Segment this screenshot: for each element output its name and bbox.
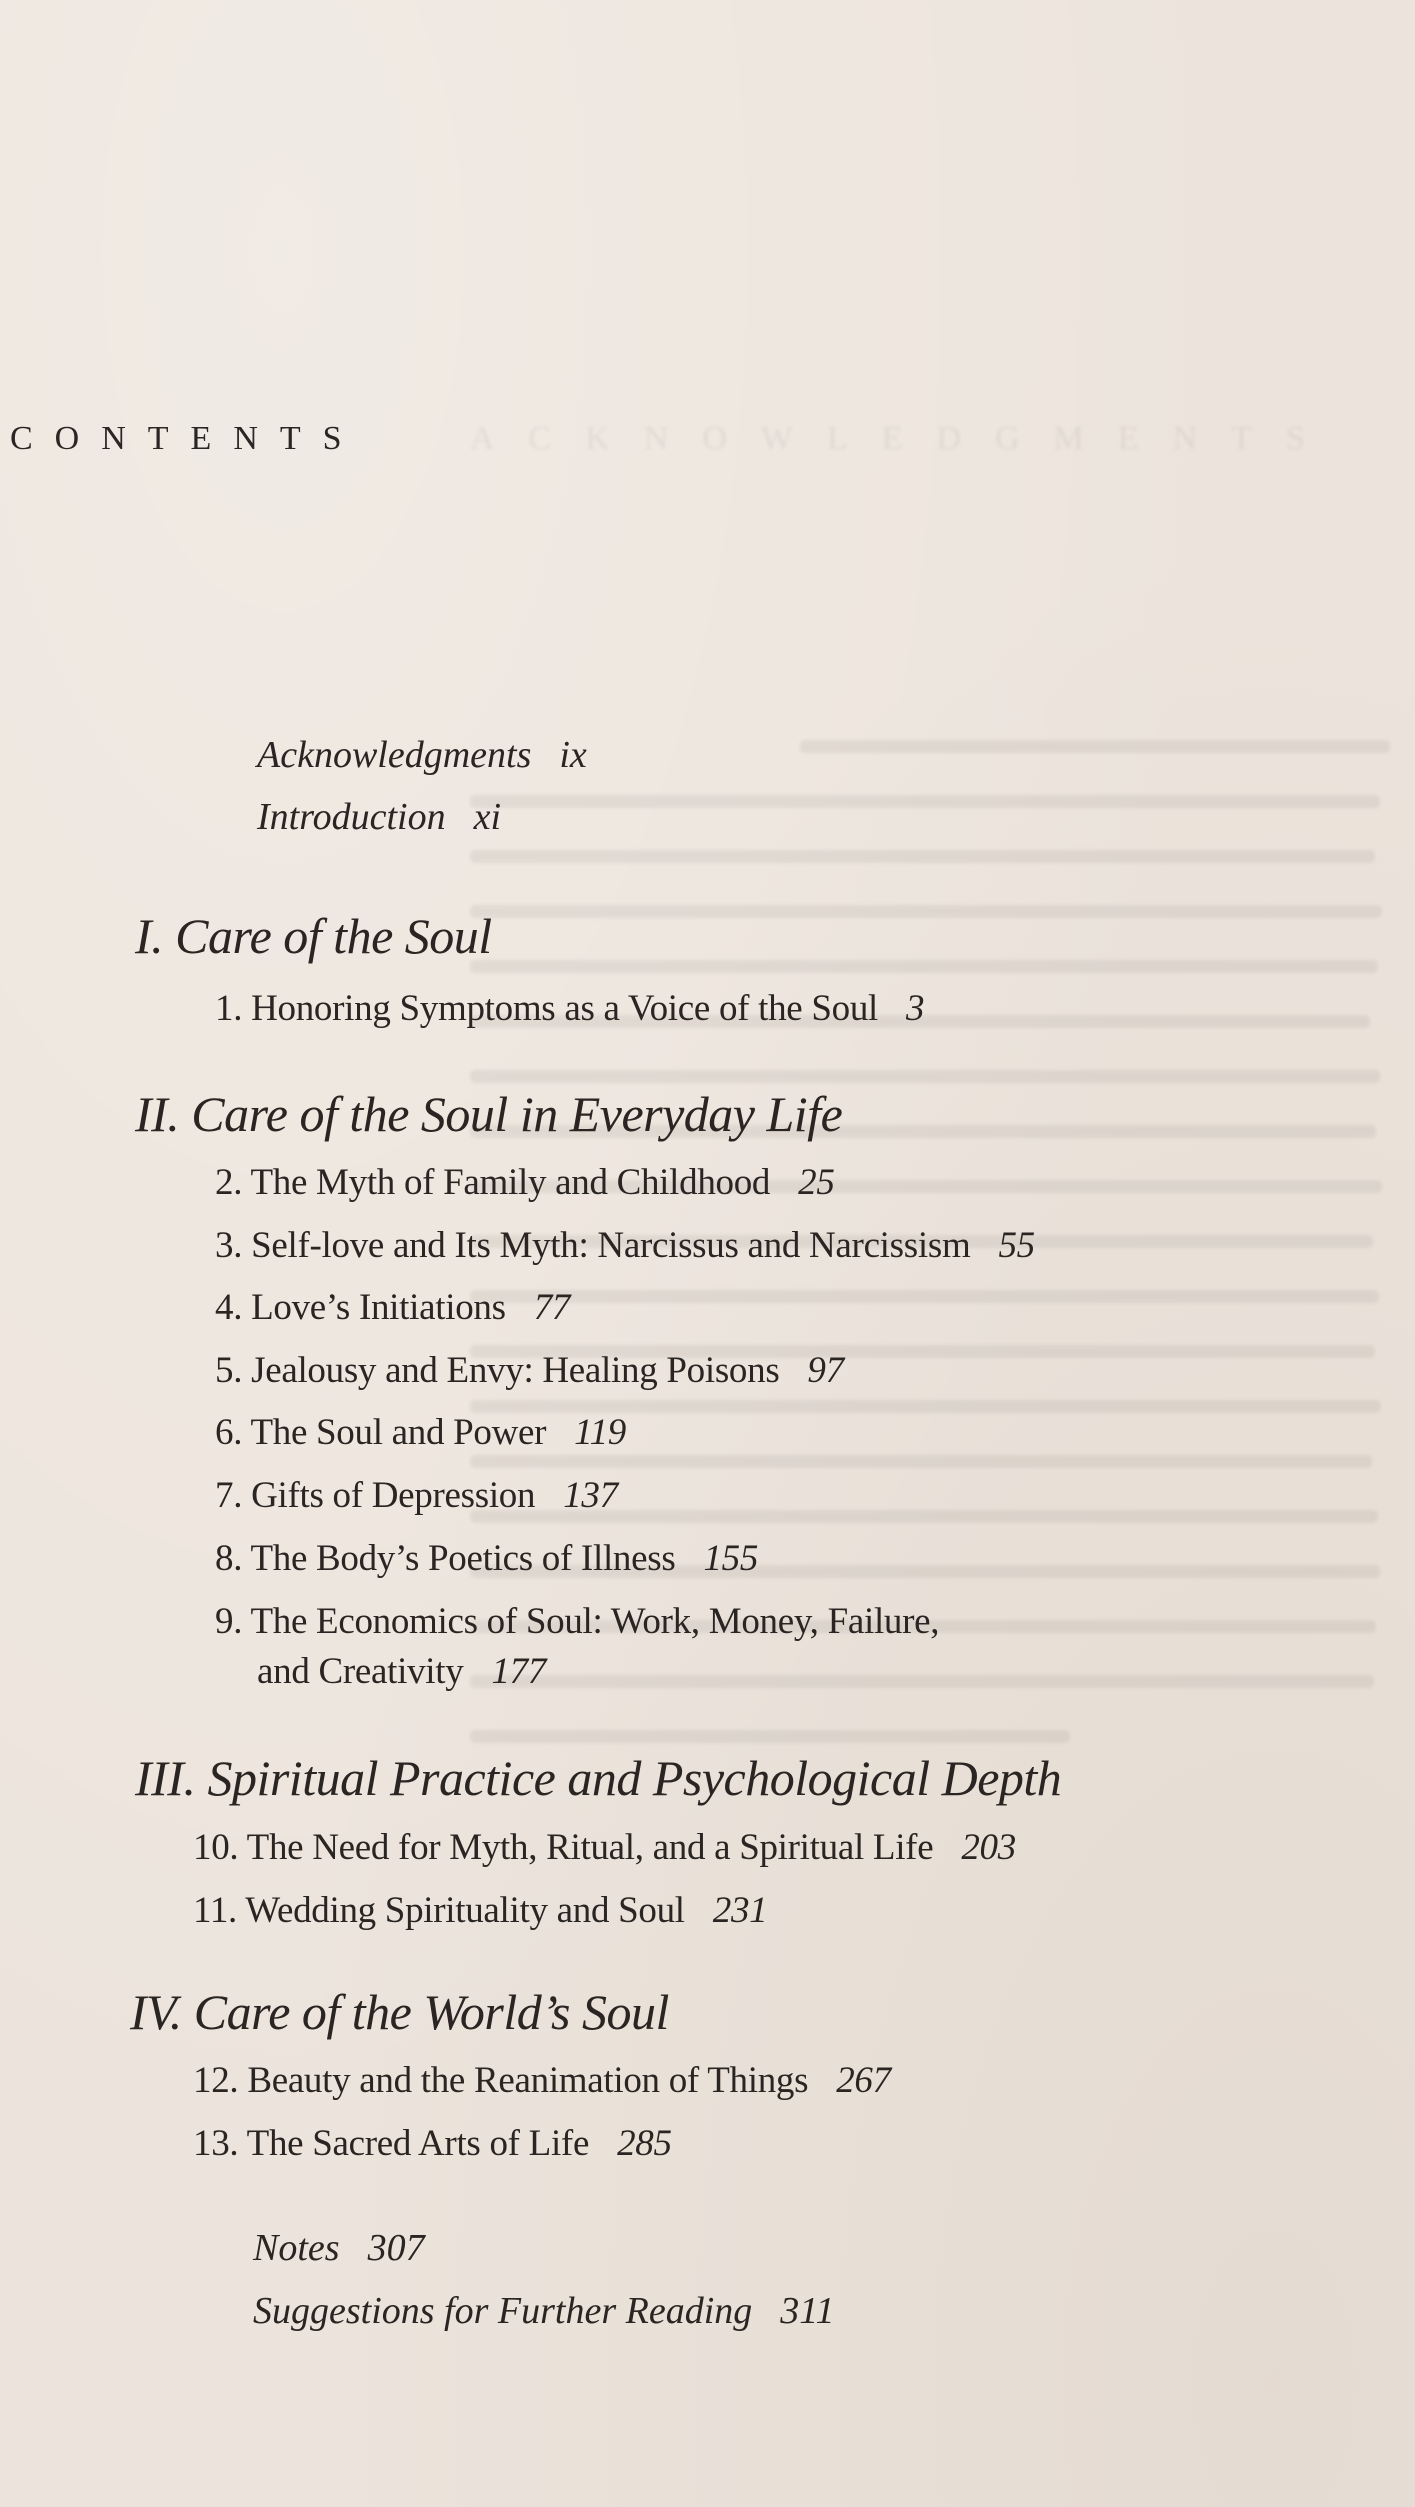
chapter-number: 5.: [215, 1350, 243, 1391]
back-matter-notes: [253, 2226, 425, 2270]
chapter-entry: [215, 1600, 939, 1643]
page-number: 307: [367, 2227, 425, 2269]
chapter-title: The Soul and Power: [250, 1412, 547, 1453]
page-number: 137: [563, 1475, 618, 1516]
chapter-number: 1.: [215, 988, 243, 1029]
page-number: 25: [798, 1162, 835, 1203]
chapter-entry: [215, 987, 924, 1030]
show-through-line: [470, 1730, 1070, 1743]
chapter-entry: [215, 1411, 626, 1454]
chapter-title-continued: [257, 1650, 546, 1693]
chapter-entry: [215, 1537, 758, 1580]
chapter-number: 3.: [215, 1225, 243, 1266]
chapter-title: Honoring Symptoms as a Voice of the Soul: [251, 988, 879, 1029]
page-number: 203: [961, 1827, 1016, 1868]
chapter-number: 9.: [215, 1601, 243, 1642]
chapter-title: The Body’s Poetics of Illness: [250, 1538, 676, 1579]
contents-heading: CONTENTS: [10, 420, 364, 457]
show-through-line: [470, 795, 1380, 808]
page-number: 3: [906, 988, 925, 1029]
show-through-heading: ACKNOWLEDGMENTS: [470, 420, 1339, 457]
entry-title: Acknowledgments: [257, 734, 532, 776]
chapter-title: Wedding Spirituality and Soul: [245, 1890, 685, 1931]
chapter-number: 12.: [193, 2060, 239, 2101]
chapter-title: Jealousy and Envy: Healing Poisons: [251, 1350, 780, 1391]
front-matter-acknowledgments: [257, 733, 587, 777]
chapter-entry: [193, 1826, 1016, 1869]
part-title: III. Spiritual Practice and Psychological Depth: [135, 1750, 1062, 1806]
chapter-number: 6.: [215, 1412, 243, 1453]
chapter-entry: [215, 1161, 835, 1204]
chapter-entry: [215, 1474, 618, 1517]
page-number: 155: [703, 1538, 759, 1579]
chapter-title-cont: and Creativity: [257, 1651, 464, 1692]
front-matter-introduction: [257, 795, 501, 839]
part-title: IV. Care of the World’s Soul: [130, 1984, 669, 2040]
entry-title: Introduction: [257, 796, 446, 838]
show-through-line: [470, 1675, 1374, 1688]
chapter-number: 4.: [215, 1287, 243, 1328]
chapter-number: 13.: [193, 2123, 239, 2164]
page-number: 119: [574, 1412, 627, 1453]
chapter-number: 11.: [193, 1890, 237, 1931]
part-title: II. Care of the Soul in Everyday Life: [135, 1086, 843, 1142]
chapter-number: 8.: [215, 1538, 243, 1579]
page-number: 177: [491, 1651, 547, 1692]
chapter-title: Gifts of Depression: [251, 1475, 536, 1516]
page-number: 77: [533, 1287, 571, 1328]
chapter-title: Self-love and Its Myth: Narcissus and Narcissism: [251, 1225, 971, 1266]
chapter-entry: [215, 1286, 570, 1329]
chapter-entry: [193, 2059, 891, 2102]
page-number: 285: [617, 2123, 672, 2164]
page-number: 55: [998, 1225, 1035, 1266]
page-number: 97: [807, 1350, 844, 1391]
chapter-title: Beauty and the Reanimation of Things: [247, 2060, 809, 2101]
entry-title: Suggestions for Further Reading: [253, 2290, 753, 2332]
show-through-line: [470, 1070, 1380, 1083]
part-title: I. Care of the Soul: [135, 908, 492, 964]
entry-title: Notes: [253, 2227, 340, 2269]
chapter-title: The Myth of Family and Childhood: [250, 1162, 771, 1203]
back-matter-further-reading: [253, 2289, 834, 2333]
page-number: 311: [780, 2290, 835, 2332]
show-through-line: [800, 740, 1390, 753]
show-through-line: [470, 960, 1378, 973]
chapter-entry: [215, 1224, 1035, 1267]
chapter-title: The Sacred Arts of Life: [246, 2123, 590, 2164]
page-number: 231: [712, 1890, 768, 1931]
chapter-number: 7.: [215, 1475, 243, 1516]
show-through-line: [470, 1455, 1372, 1468]
chapter-entry: [215, 1349, 844, 1392]
show-through-line: [470, 905, 1382, 918]
page-number: ix: [559, 734, 587, 776]
chapter-number: 2.: [215, 1162, 243, 1203]
chapter-entry: [193, 1889, 767, 1932]
show-through-line: [470, 850, 1375, 863]
chapter-title: The Need for Myth, Ritual, and a Spiritual Life: [246, 1827, 934, 1868]
chapter-number: 10.: [193, 1827, 239, 1868]
page-number: 267: [836, 2060, 891, 2101]
chapter-title: The Economics of Soul: Work, Money, Failure,: [250, 1601, 940, 1642]
chapter-title: Love’s Initiations: [251, 1287, 506, 1328]
chapter-entry: [193, 2122, 672, 2165]
show-through-line: [470, 1290, 1379, 1303]
page-number: xi: [473, 796, 502, 838]
